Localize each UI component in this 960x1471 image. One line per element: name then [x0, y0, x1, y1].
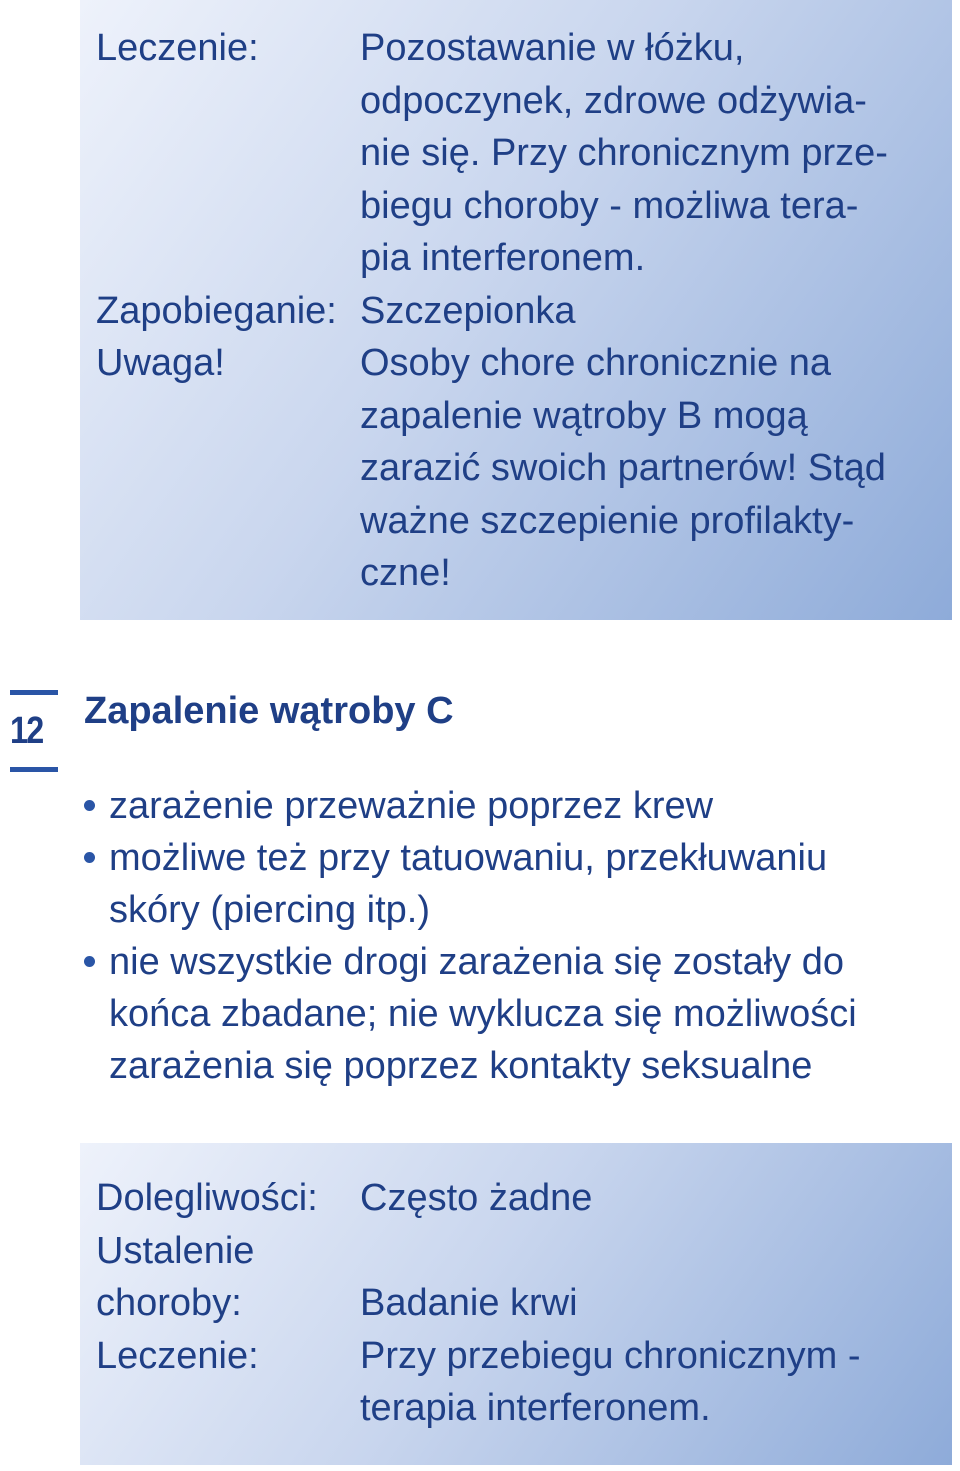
value-line: Przy przebiegu chronicznym -: [360, 1334, 861, 1377]
value-line: czne!: [360, 552, 451, 594]
row-label: Zapobieganie:: [96, 289, 337, 332]
value-line: biegu choroby - możliwa tera-: [360, 184, 859, 227]
bullet-dot-icon: [84, 852, 95, 863]
row-label: [96, 1225, 254, 1330]
row-value: [360, 1172, 950, 1225]
label-line: choroby:: [96, 1282, 242, 1324]
value-line: Badanie krwi: [360, 1282, 578, 1324]
list-item-line: nie wszystkie drogi zarażenia się zostały do: [109, 941, 845, 983]
label-line: Ustalenie: [96, 1229, 255, 1272]
row-value: [360, 337, 950, 600]
value-line: Szczepionka: [360, 289, 576, 332]
row-label: Uwaga!: [96, 342, 225, 384]
value-line: terapia interferonem.: [360, 1387, 711, 1429]
value-line: pia interferonem.: [360, 237, 646, 279]
row-label: Leczenie:: [96, 27, 259, 69]
section-title: Zapalenie wątroby C: [84, 690, 454, 732]
label-line: Leczenie:: [96, 1334, 259, 1377]
row-label: [96, 1330, 259, 1383]
chapter-marker: [10, 690, 58, 772]
value-line: nie się. Przy chronicznym prze-: [360, 132, 888, 174]
row-value: [360, 22, 950, 285]
chapter-number: 12: [10, 710, 43, 752]
row-label: [96, 1172, 318, 1225]
bullet-dot-icon: [84, 956, 95, 967]
list-item: [84, 832, 944, 936]
value-line: Często żadne: [360, 1177, 593, 1219]
row-value: [360, 1225, 950, 1330]
list-item: [84, 936, 944, 1092]
list-item-line: skóry (piercing itp.): [109, 889, 430, 931]
label-line: Dolegliwości:: [96, 1177, 318, 1219]
value-line: Osoby chore chronicznie na: [360, 342, 832, 384]
value-line: ważne szczepienie profilakty-: [360, 499, 855, 542]
value-line: [360, 1225, 950, 1278]
list-item-line: końca zbadane; nie wyklucza się możliwości: [109, 993, 857, 1035]
row-value: [360, 1330, 950, 1435]
value-line: zapalenie wątroby B mogą: [360, 394, 808, 437]
value-line: Pozostawanie w łóżku,: [360, 27, 745, 69]
list-item: [84, 780, 944, 832]
bullet-list: [84, 780, 944, 1092]
value-line: odpoczynek, zdrowe odżywia-: [360, 79, 867, 122]
list-item-line: zarażenie przeważnie poprzez krew: [109, 785, 714, 827]
row-value: [360, 285, 950, 338]
chapter-bar-bottom: [10, 767, 58, 772]
list-item-line: możliwe też przy tatuowaniu, przekłuwaniu: [109, 837, 828, 879]
bullet-dot-icon: [84, 800, 95, 811]
list-item-line: zarażenia się poprzez kontakty seksualne: [109, 1045, 813, 1087]
value-line: zarazić swoich partnerów! Stąd: [360, 447, 886, 489]
